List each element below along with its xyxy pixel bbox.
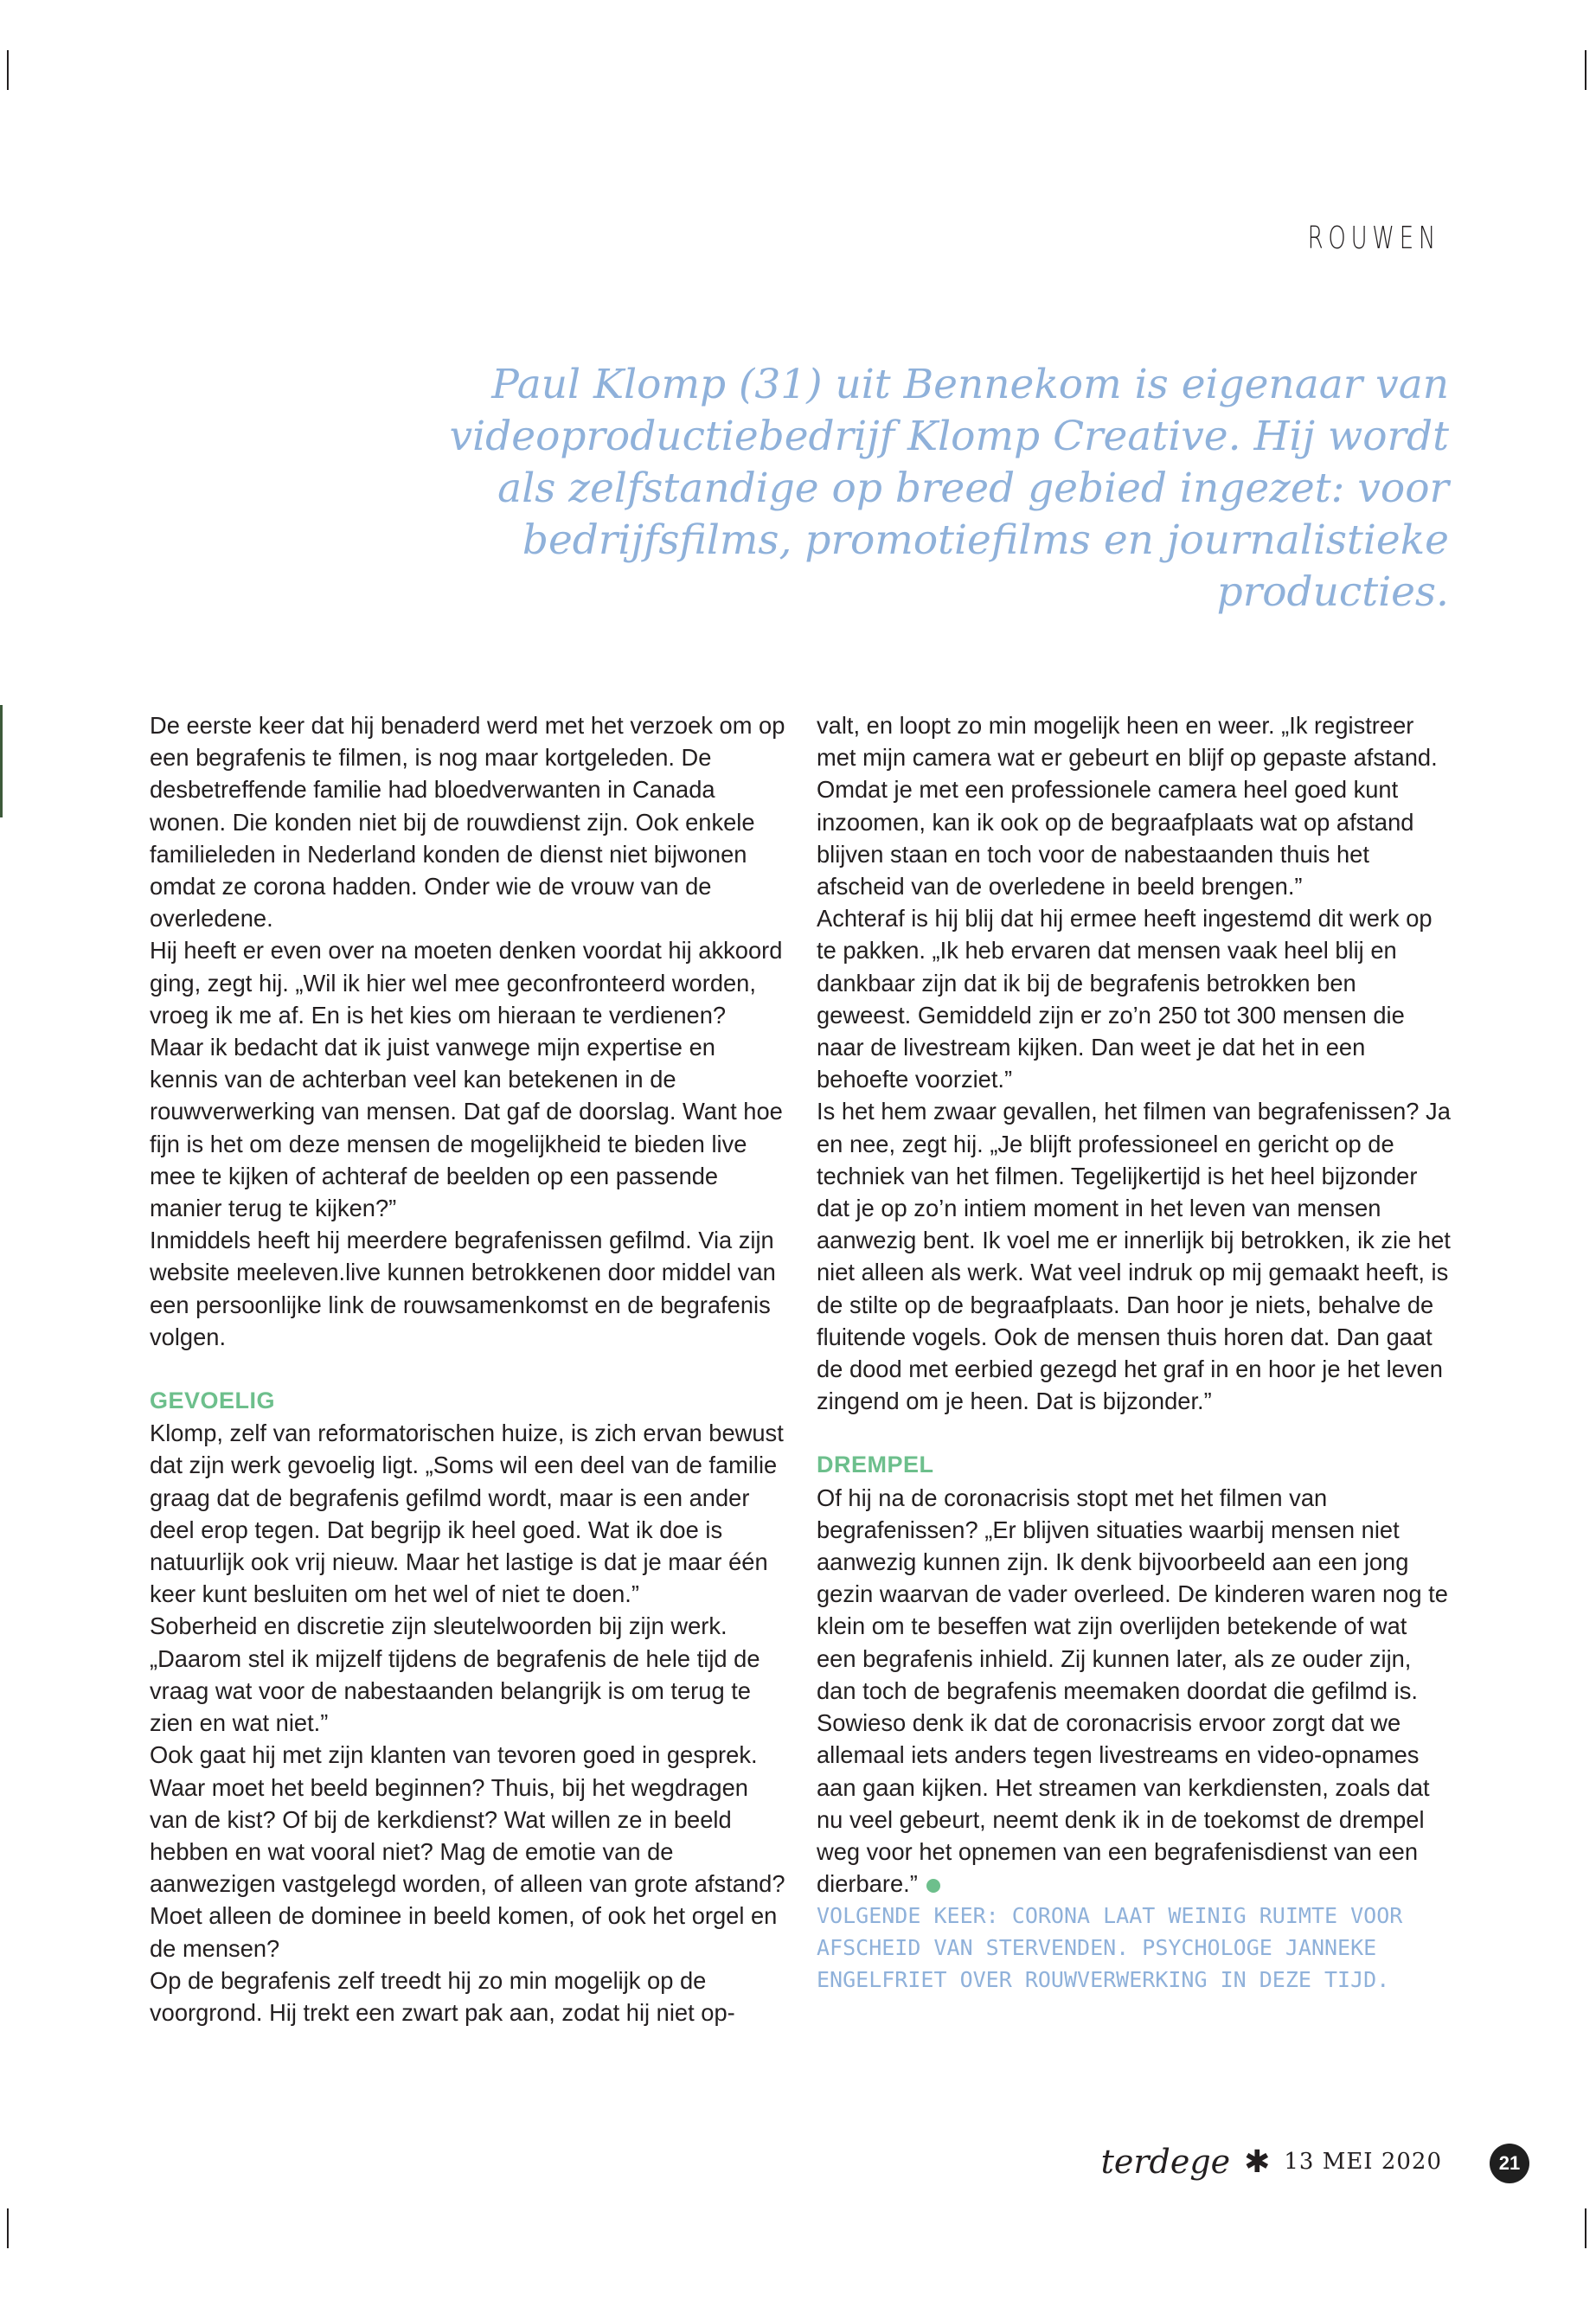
spacer (817, 1417, 1452, 1449)
subheading-drempel: DREMPEL (817, 1452, 934, 1478)
paragraph: Hij heeft er even over na moeten denken voordat hij akkoord ging, zegt hij. „Wil ik hier wel mee geconfronteerd worden, vroeg ik me af. En is het kies om hieraan te verdienen? Maar ik bedacht dat ik juist vanwege mijn expertise en kennis van de achterban veel kan betekenen in de rouwverwerking van mensen. Dat gaf de doorslag. Want hoe fijn is het om deze mensen de mogelijkheid te bieden live mee te kijken of achteraf de beelden op een passende manier terug te kijken?” (150, 937, 783, 1222)
next-issue-teaser: VOLGENDE KEER: CORONA LAAT WEINIG RUIMTE VOOR AFSCHEID VAN STERVENDEN. PSYCHOLOGE JANNEKE ENGELFRIET OVER ROUWVERWERKING IN DEZE TIJD. (817, 1903, 1403, 1993)
paragraph-final (817, 1482, 1452, 1900)
paragraph: Achteraf is hij blij dat hij ermee heeft ingestemd dit werk op te pakken. „Ik heb ervaren dat mensen vaak heel blij en dankbaar zijn dat ik bij de begrafenis betrokken ben geweest. Gemiddeld zijn er zo’n 250 tot 300 mensen die naar de livestream kijken. Dan weet je dat het in een behoefte voorziet.” (817, 905, 1433, 1093)
paragraph: Ook gaat hij met zijn klanten van tevoren goed in gesprek. Waar moet het beeld beginnen? Thuis, bij het wegdragen van de kist? Of bij de kerkdienst? Wat willen ze in beeld hebben en wat vooral niet? Mag de emotie van de aanwezigen vastgelegd worden, of alleen van grote afstand? Moet alleen de dominee in beeld komen, of ook het orgel en de mensen? (150, 1741, 785, 1962)
article-column-right (817, 709, 1452, 1996)
magazine-logo: terdege (1100, 2143, 1231, 2181)
paragraph: valt, en loopt zo min mogelijk heen en weer. „Ik registreer met mijn camera wat er gebeurt en blijf op gepaste afstand. Omdat je met een professionele camera heel goed kunt inzoomen, kan ik ook op de begraafplaats wat op afstand blijven staan en toch voor de nabestaanden thuis het afscheid van de overledene in beeld brengen.” (817, 712, 1438, 901)
crop-mark-bottom-left (7, 2208, 9, 2248)
crop-mark-top-right (1585, 50, 1586, 90)
subheading-gevoelig: GEVOELIG (150, 1388, 276, 1414)
paragraph: Klomp, zelf van reformatorischen huize, is zich ervan bewust dat zijn werk gevoelig ligt. „Soms wil een deel van de familie graag dat de begrafenis gefilmd wordt, maar is een ander deel erop tegen. Dat begrijp ik heel goed. Wat ik doe is natuurlijk ook vrij nieuw. Maar het lastige is dat je maar één keer kunt besluiten om het wel of niet te doen.” (150, 1420, 784, 1608)
paragraph: Soberheid en discretie zijn sleutelwoorden bij zijn werk. „Daarom stel ik mijzelf tijdens de begrafenis de hele tijd de vraag wat voor de nabestaanden belangrijk is om terug te zien en wat niet.” (150, 1612, 760, 1737)
intro-quote: Paul Klomp (31) uit Bennekom is eigenaar van videoproductiebedrijf Klomp Creative. Hij wordt als zelfstandige op breed gebied ingezet: voor bedrijfsfilms, promotiefilms en journalistieke producties. (449, 361, 1449, 616)
end-of-article-dot-icon (926, 1879, 940, 1893)
paragraph: Is het hem zwaar gevallen, het filmen van begrafenissen? Ja en nee, zegt hij. „Je blijft professioneel en gericht op de techniek van het filmen. Tegelijkertijd is het heel bijzonder dat je op zo’n intiem moment in het leven van mensen aanwezig bent. Ik voel me er innerlijk bij betrokken, ik zie het niet alleen als werk. Wat veel indruk op mij gemaakt heeft, is de stilte op de begraafplaats. Dan hoor je niets, behalve de fluitende vogels. Ook de mensen thuis horen dat. Dan gaat de dood met eerbied gezegd het graf in en hoor je het leven zingend om je heen. Dat is bijzonder.” (817, 1098, 1451, 1415)
spacer (150, 1353, 785, 1385)
crop-mark-top-left (7, 50, 9, 90)
page-number-badge: 21 (1490, 2144, 1529, 2183)
paragraph: Inmiddels heeft hij meerdere begrafenissen gefilmd. Via zijn website meeleven.live kunnen betrokkenen door middel van een persoonlijke link de rouwsamenkomst en de begrafenis volgen. (150, 1227, 776, 1350)
crop-mark-bottom-right (1585, 2208, 1586, 2248)
issue-date: 13 MEI 2020 (1284, 2149, 1442, 2175)
section-label: ROUWEN (1307, 221, 1440, 256)
article-column-left (150, 709, 785, 2029)
paragraph: De eerste keer dat hij benaderd werd met het verzoek om op een begrafenis te filmen, is nog maar kortgeleden. De desbetreffende familie had bloedverwanten in Canada wonen. Die konden niet bij de rouwdienst zijn. Ook enkele familieleden in Nederland konden de dienst niet bijwonen omdat ze corona hadden. Onder wie de vrouw van de overledene. (150, 712, 785, 933)
page-edge-mark (0, 705, 3, 817)
page-footer (1101, 2143, 1442, 2181)
paragraph-text: Of hij na de coronacrisis stopt met het filmen van begrafenissen? „Er blijven situaties waarbij mensen niet aanwezig kunnen zijn. Ik denk bijvoorbeeld aan een jong gezin waarvan de vader overleed. De kinderen waren nog te klein om te beseffen wat zijn overlijden betekende of wat een begrafenis inhield. Zij kunnen later, als ze ouder zijn, dan toch de begrafenis meemaken doordat die gefilmd is. Sowieso denk ik dat de coronacrisis ervoor zorgt dat we allemaal iets anders tegen livestreams en video-opnames aan gaan kijken. Het streamen van kerkdiensten, zoals dat nu veel gebeurt, neemt denk ik in de toekomst de drempel weg voor het opnemen van een begrafenisdienst van een dierbare.” (817, 1484, 1448, 1898)
paragraph: Op de begrafenis zelf treedt hij zo min mogelijk op de voorgrond. Hij trekt een zwart pak aan, zodat hij niet op- (150, 1966, 735, 2026)
asterisk-icon: ✱ (1244, 2144, 1271, 2180)
